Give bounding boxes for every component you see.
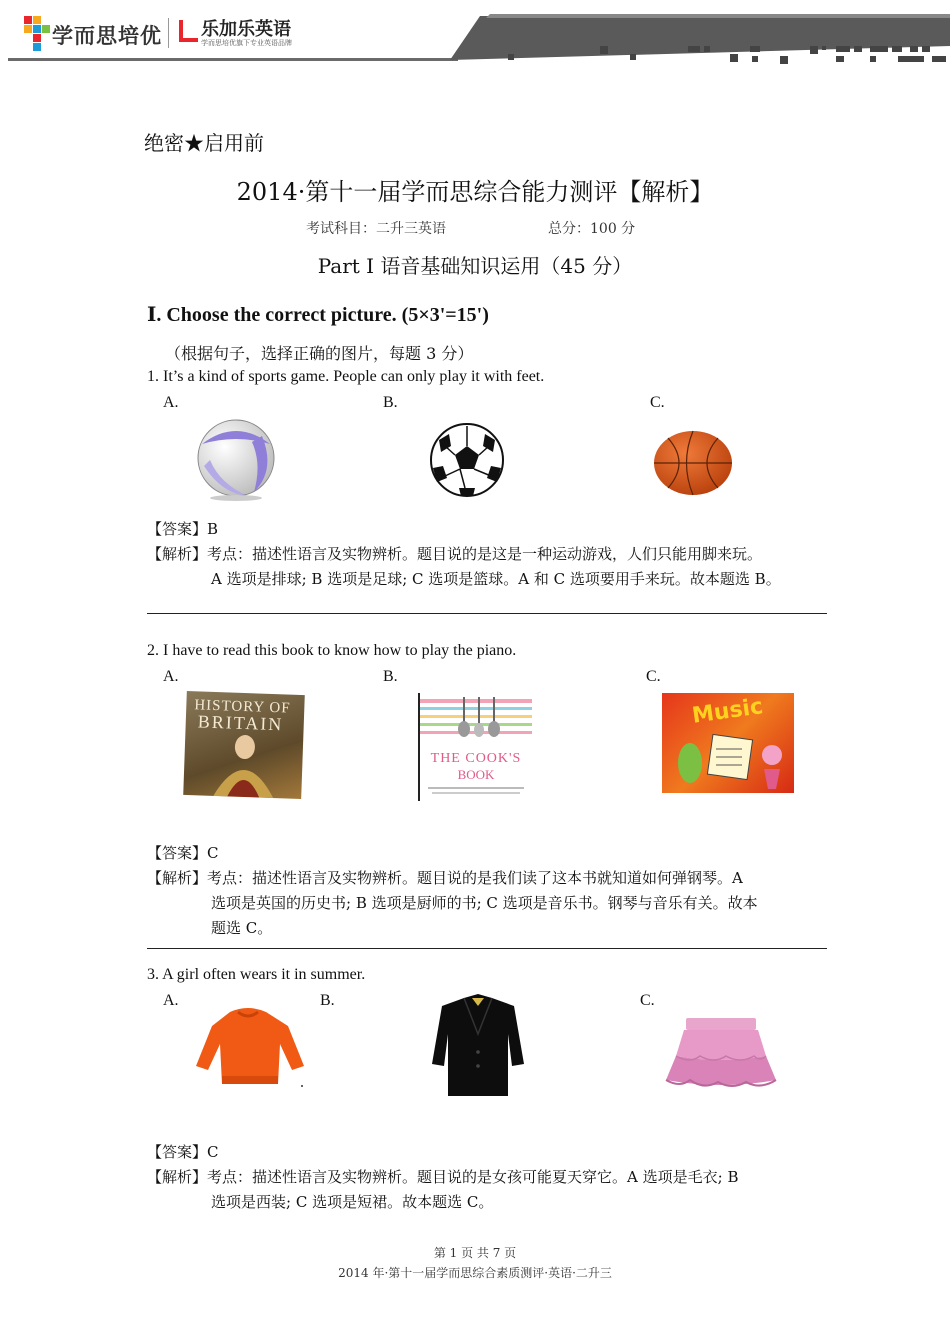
exam-subject: 考试科目：二升三英语	[306, 221, 446, 237]
q3-analysis-line1: 考点：描述性语言及实物辨析。题目说的是女孩可能夏天穿它。A 选项是毛衣; B	[207, 1168, 739, 1186]
brand-lejiale: 乐加乐英语	[201, 19, 291, 40]
q1-answer-label: 【答案】	[147, 520, 208, 538]
q3-option-c-label: C.	[640, 992, 655, 1009]
question-2-text: 2. I have to read this book to know how to play the piano.	[147, 642, 517, 659]
q2-analysis-label: 【解析】	[147, 869, 208, 887]
history-book-title-line1: HISTORY OF	[194, 697, 291, 717]
question-1-text: 1. It’s a kind of sports game. People can only play it with feet.	[147, 368, 545, 385]
part-heading: Part Ⅰ 语音基础知识运用（45 分）	[317, 254, 633, 278]
q2-option-b-label: B.	[383, 668, 398, 685]
basketball-image	[650, 428, 736, 498]
q1-analysis-label: 【解析】	[147, 545, 208, 563]
volleyball-image	[192, 414, 280, 502]
q3-analysis-label: 【解析】	[147, 1168, 208, 1186]
q1-analysis-line1: 考点：描述性语言及实物辨析。题目说的是这是一种运动游戏，人们只能用脚来玩。	[207, 545, 763, 563]
history-book-title-line2: BRITAIN	[197, 711, 284, 735]
question-3-text: 3. A girl often wears it in summer.	[147, 966, 366, 983]
brand-lejiale-subtitle: 学而思培优旗下专业英语品牌	[201, 39, 292, 47]
question-divider	[147, 613, 827, 614]
page-number: 第 1 页 共 7 页	[433, 1246, 517, 1260]
secret-label: 绝密★启用前	[144, 131, 264, 155]
q2-answer-label: 【答案】	[147, 844, 208, 862]
exam-total-score: 总分：100 分	[548, 221, 636, 237]
q3-answer-value: C	[207, 1143, 219, 1161]
cook-book-image	[418, 693, 532, 801]
q2-analysis-line2: 选项是英国的历史书; B 选项是厨师的书; C 选项是音乐书。钢琴与音乐有关。故本	[211, 894, 758, 912]
q2-analysis-line3: 题选 C。	[211, 919, 273, 937]
footer-line: 2014 年·第十一届学而思综合素质测评·英语·二升三	[338, 1266, 612, 1280]
q2-analysis-line1: 考点：描述性语言及实物辨析。题目说的是我们读了这本书就知道如何弹钢琴。A	[207, 869, 743, 887]
lejiale-logo-icon	[178, 18, 200, 44]
q2-option-c-label: C.	[646, 668, 661, 685]
header-pixel-pattern	[500, 42, 950, 66]
skirt-image	[660, 1014, 782, 1096]
page-title: 2014·第十一届学而思综合能力测评【解析】	[236, 178, 714, 206]
q2-option-a-label: A.	[163, 668, 179, 685]
sweater-image	[192, 1004, 308, 1088]
section-heading: Ⅰ. Choose the correct picture. (5×3'=15')	[147, 304, 489, 326]
section-instruction: （根据句子，选择正确的图片，每题 3 分）	[165, 344, 474, 363]
music-book-title: Music	[690, 694, 765, 729]
queen-portrait-icon	[203, 732, 285, 799]
cook-book-title-line1: THE COOK'S	[430, 751, 522, 766]
q2-answer-value: C	[207, 844, 219, 862]
q1-analysis-line2: A 选项是排球; B 选项是足球; C 选项是篮球。A 和 C 选项要用手来玩。故本题选 B。	[211, 570, 781, 588]
football-image	[425, 420, 509, 500]
cook-book-title-line2: BOOK	[457, 767, 495, 782]
music-book-characters-icon	[668, 729, 788, 791]
history-book-image	[183, 691, 305, 799]
suit-jacket-image	[428, 994, 528, 1098]
q1-option-c-label: C.	[650, 394, 665, 411]
q1-option-a-label: A.	[163, 394, 179, 411]
music-book-image	[662, 693, 794, 793]
header-divider	[168, 18, 169, 48]
question-divider	[147, 948, 827, 949]
q3-option-b-label: B.	[320, 992, 335, 1009]
q1-answer-value: B	[207, 520, 219, 538]
brand-xueersi: 学而思培优	[52, 24, 162, 48]
xueersi-logo-icon	[22, 14, 52, 54]
q3-analysis-line2: 选项是西装; C 选项是短裙。故本题选 C。	[211, 1193, 494, 1211]
q1-option-b-label: B.	[383, 394, 398, 411]
q3-answer-label: 【答案】	[147, 1143, 208, 1161]
header-rule	[8, 58, 458, 61]
q3-option-a-label: A.	[163, 992, 179, 1009]
utensils-icon	[454, 697, 504, 741]
